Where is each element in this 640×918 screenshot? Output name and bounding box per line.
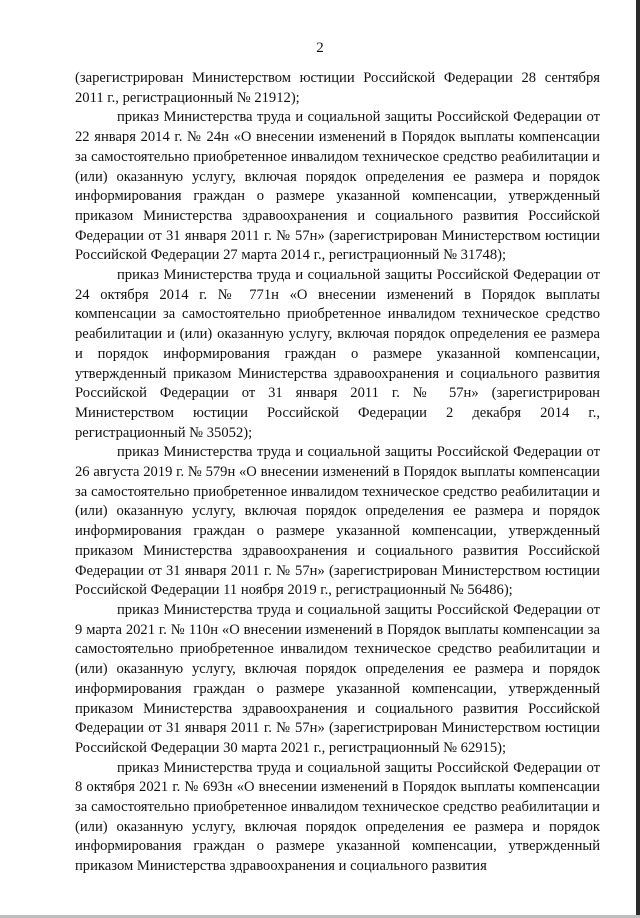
scan-edge-right: [636, 0, 640, 918]
paragraph-order-579n: приказ Министерства труда и социальной защиты Российской Федерации от 26 августа 2019 г. № 579н «О внесении изменений в Порядок выплаты компенсации за самостоятельно приобретенное инвалидом техническое средство реабилитации и (или) оказанную услугу, включая порядок определения ее размера и порядок информирования граждан о размере указанной компенсации, утвержденный приказом Министерства здравоохранения и социального развития Российской Федерации от 31 января 2011 г. № 57н» (зарегистрирован Министерством юстиции Российской Федерации 11 ноября 2019 г., регистрационный № 56486);: [75, 444, 600, 599]
paragraph-order-110n: приказ Министерства труда и социальной защиты Российской Федерации от 9 марта 2021 г. № 110н «О внесении изменений в Порядок выплаты компенсации за самостоятельно приобретенное инвалидом техническое средство реабилитации и (или) оказанную услугу, включая порядок определения ее размера и порядок информирования граждан о размере указанной компенсации, утвержденный приказом Министерства здравоохранения и социального развития Российской Федерации от 31 января 2011 г. № 57н» (зарегистрирован Министерством юстиции Российской Федерации 30 марта 2021 г., регистрационный № 62915);: [75, 601, 600, 756]
document-body: [75, 69, 600, 877]
paragraph-order-771n: приказ Министерства труда и социальной защиты Российской Федерации от 24 октября 2014 г. № 771н «О внесении изменений в Порядок выплаты компенсации за самостоятельно приобретенное инвалидом техническое средство реабилитации и (или) оказанную услугу, включая порядок определения ее размера и порядок информирования граждан о размере указанной компенсации, утвержденный приказом Министерства здравоохранения и социального развития Российской Федерации от 31 января 2011 г. № 57н» (зарегистрирован Министерством юстиции Российской Федерации 2 декабря 2014 г., регистрационный № 35052);: [75, 267, 600, 441]
page-number: 2: [316, 40, 324, 56]
paragraph-order-24n: приказ Министерства труда и социальной защиты Российской Федерации от 22 января 2014 г. № 24н «О внесении изменений в Порядок выплаты компенсации за самостоятельно приобретенное инвалидом техническое средство реабилитации и (или) оказанную услугу, включая порядок определения ее размера и порядок информирования граждан о размере указанной компенсации, утвержденный приказом Министерства здравоохранения и социального развития Российской Федерации от 31 января 2011 г. № 57н» (зарегистрирован Министерством юстиции Российской Федерации 27 марта 2014 г., регистрационный № 31748);: [75, 109, 600, 264]
paragraph-registration-continuation: (зарегистрирован Министерством юстиции Российской Федерации 28 сентября 2011 г., регистрационный № 21912);: [75, 70, 600, 106]
paragraph-order-693n: приказ Министерства труда и социальной защиты Российской Федерации от 8 октября 2021 г. № 693н «О внесении изменений в Порядок выплаты компенсации за самостоятельно приобретенное инвалидом техническое средство реабилитации и (или) оказанную услугу, включая порядок определения ее размера и порядок информирования граждан о размере указанной компенсации, утвержденный приказом Министерства здравоохранения и социального развития: [75, 759, 600, 875]
